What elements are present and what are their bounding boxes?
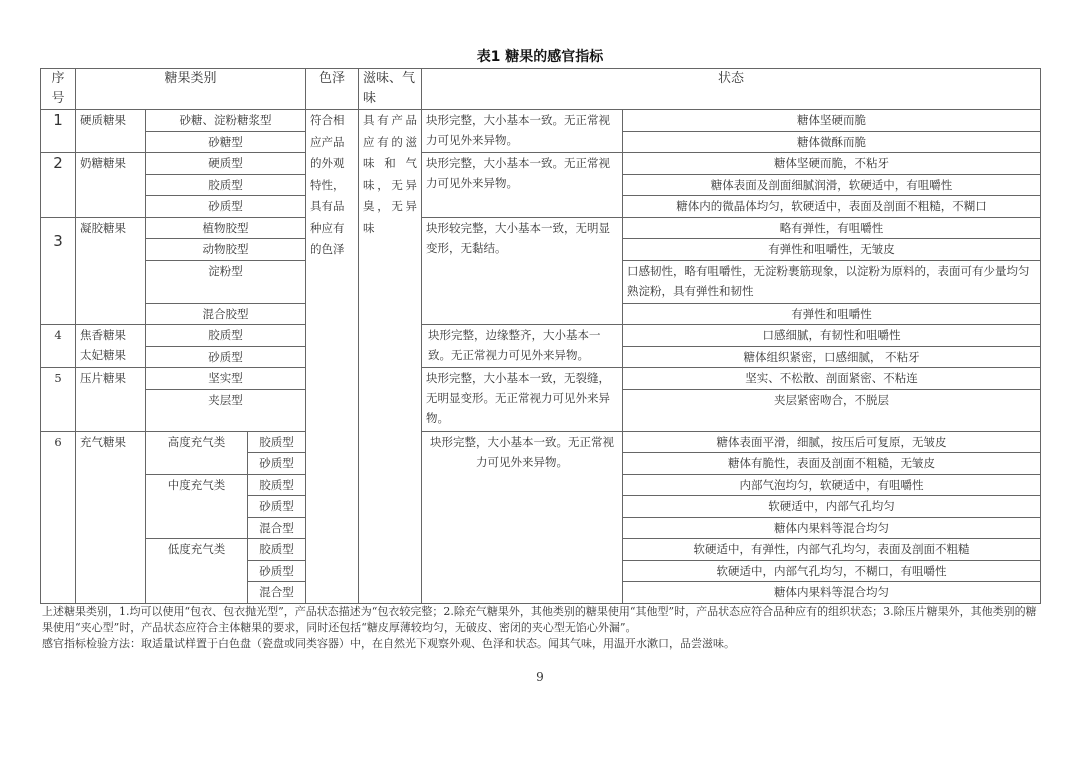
header-color: 色泽 bbox=[306, 69, 359, 110]
state-cell: 软硬适中，内部气孔均匀 bbox=[623, 496, 1041, 518]
taste-cell: 具有产品应有的滋味和气味，无异臭，无异味 bbox=[359, 110, 422, 604]
aeration-level: 中度充气类 bbox=[146, 474, 248, 539]
group-name: 奶糖糖果 bbox=[76, 153, 146, 218]
state-cell: 糖体内果料等混合均匀 bbox=[623, 517, 1041, 539]
aeration-level: 低度充气类 bbox=[146, 539, 248, 604]
group-name: 焦香糖果 太妃糖果 bbox=[76, 325, 146, 368]
type-cell: 胶质型 bbox=[146, 325, 306, 347]
table-title: 表1 糖果的感官指标 bbox=[476, 49, 604, 65]
group-no: 4 bbox=[41, 325, 76, 368]
state-cell: 软硬适中，有弹性，内部气孔均匀，表面及剖面不粗糙 bbox=[623, 539, 1041, 561]
type-cell: 砂糖、淀粉糖浆型 bbox=[146, 110, 306, 132]
state-cell: 糖体表面及剖面细腻润滑，软硬适中，有咀嚼性 bbox=[623, 174, 1041, 196]
state-cell: 夹层紧密吻合，不脱层 bbox=[623, 389, 1041, 431]
state-cell: 有弹性和咀嚼性，无皱皮 bbox=[623, 239, 1041, 261]
group-no: 5 bbox=[41, 368, 76, 432]
type-cell: 植物胶型 bbox=[146, 217, 306, 239]
page-number: 9 bbox=[536, 670, 544, 684]
state-cell: 糖体坚硬而脆 bbox=[623, 110, 1041, 132]
type-cell: 胶质型 bbox=[248, 474, 306, 496]
type-cell: 砂质型 bbox=[248, 560, 306, 582]
header-category: 糖果类别 bbox=[76, 69, 306, 110]
appearance-cell: 块形较完整，大小基本一致，无明显变形，无黏结。 bbox=[422, 217, 623, 325]
state-cell: 糖体组织紧密，口感细腻， 不粘牙 bbox=[623, 346, 1041, 368]
type-cell: 砂质型 bbox=[248, 453, 306, 475]
appearance-cell: 块形完整，大小基本一致。无正常视力可见外来异物。 bbox=[422, 431, 623, 603]
header-state: 状态 bbox=[422, 69, 1041, 110]
group-no: 3 bbox=[41, 217, 76, 325]
state-cell: 糖体内的微晶体均匀，软硬适中，表面及剖面不粗糙，不糊口 bbox=[623, 196, 1041, 218]
type-cell: 砂质型 bbox=[146, 196, 306, 218]
type-cell: 混合型 bbox=[248, 517, 306, 539]
type-cell: 砂质型 bbox=[248, 496, 306, 518]
state-cell: 口感韧性，略有咀嚼性，无淀粉裹筋现象，以淀粉为原料的，表面可有少量均匀熟淀粉，具有弹性和韧性 bbox=[623, 260, 1041, 303]
type-cell: 胶质型 bbox=[248, 431, 306, 453]
type-cell: 淀粉型 bbox=[146, 260, 306, 303]
state-cell: 糖体微酥而脆 bbox=[623, 131, 1041, 153]
state-cell: 有弹性和咀嚼性 bbox=[623, 303, 1041, 325]
header-no: 序号 bbox=[41, 69, 76, 110]
type-cell: 硬质型 bbox=[146, 153, 306, 175]
state-cell: 坚实、不松散、剖面紧密、不粘连 bbox=[623, 368, 1041, 390]
group-no: 1 bbox=[41, 110, 76, 153]
type-cell: 坚实型 bbox=[146, 368, 306, 390]
type-cell: 砂质型 bbox=[146, 346, 306, 368]
group-no: 2 bbox=[41, 153, 76, 218]
appearance-cell: 块形完整，边缘整齐，大小基本一致。无正常视力可见外来异物。 bbox=[422, 325, 623, 368]
type-cell: 动物胶型 bbox=[146, 239, 306, 261]
group-name: 压片糖果 bbox=[76, 368, 146, 432]
appearance-cell: 块形完整，大小基本一致。无正常视力可见外来异物。 bbox=[422, 153, 623, 218]
color-cell: 符合相应产品的外观特性，具有品种应有的色泽 bbox=[306, 110, 359, 604]
state-cell: 内部气泡均匀，软硬适中，有咀嚼性 bbox=[623, 474, 1041, 496]
type-cell: 混合胶型 bbox=[146, 303, 306, 325]
state-cell: 糖体内果料等混合均匀 bbox=[623, 582, 1041, 604]
header-taste: 滋味、气味 bbox=[359, 69, 422, 110]
group-no: 6 bbox=[41, 431, 76, 603]
group-name: 充气糖果 bbox=[76, 431, 146, 603]
appearance-cell: 块形完整，大小基本一致。无正常视力可见外来异物。 bbox=[422, 110, 623, 153]
type-cell: 混合型 bbox=[248, 582, 306, 604]
state-cell: 糖体有脆性，表面及剖面不粗糙，无皱皮 bbox=[623, 453, 1041, 475]
type-cell: 胶质型 bbox=[146, 174, 306, 196]
appearance-cell: 块形完整，大小基本一致，无裂缝，无明显变形。无正常视力可见外来异物。 bbox=[422, 368, 623, 432]
state-cell: 糖体表面平滑，细腻，按压后可复原，无皱皮 bbox=[623, 431, 1041, 453]
type-cell: 夹层型 bbox=[146, 389, 306, 431]
state-cell: 糖体坚硬而脆，不粘牙 bbox=[623, 153, 1041, 175]
sensory-index-table bbox=[40, 68, 1041, 604]
group-name: 硬质糖果 bbox=[76, 110, 146, 153]
state-cell: 口感细腻，有韧性和咀嚼性 bbox=[623, 325, 1041, 347]
aeration-level: 高度充气类 bbox=[146, 431, 248, 474]
group-name: 凝胶糖果 bbox=[76, 217, 146, 325]
table-notes: 上述糖果类别，1.均可以使用“包衣、包衣抛光型”，产品状态描述为“包衣较完整；2.除充气糖果外，其他类别的糖果使用“其他型”时，产品状态应符合品种应有的组织状态；3.除压片糖果外，其他类别的糖果使用“夹心型”时，产品状态应符合主体糖果的要求，同时还包括“糖皮厚薄较均匀，无破皮、密闭的夹心型无馅心外漏”。 感官指标检验方法：取适量试样置于白色盘（瓷盘或同类容器）中，在自然光下观察外观、色泽和状态。闻其气味，用温开水漱口，品尝滋味。 bbox=[42, 605, 1037, 650]
type-cell: 砂糖型 bbox=[146, 131, 306, 153]
type-cell: 胶质型 bbox=[248, 539, 306, 561]
state-cell: 软硬适中，内部气孔均匀，不糊口，有咀嚼性 bbox=[623, 560, 1041, 582]
state-cell: 略有弹性，有咀嚼性 bbox=[623, 217, 1041, 239]
